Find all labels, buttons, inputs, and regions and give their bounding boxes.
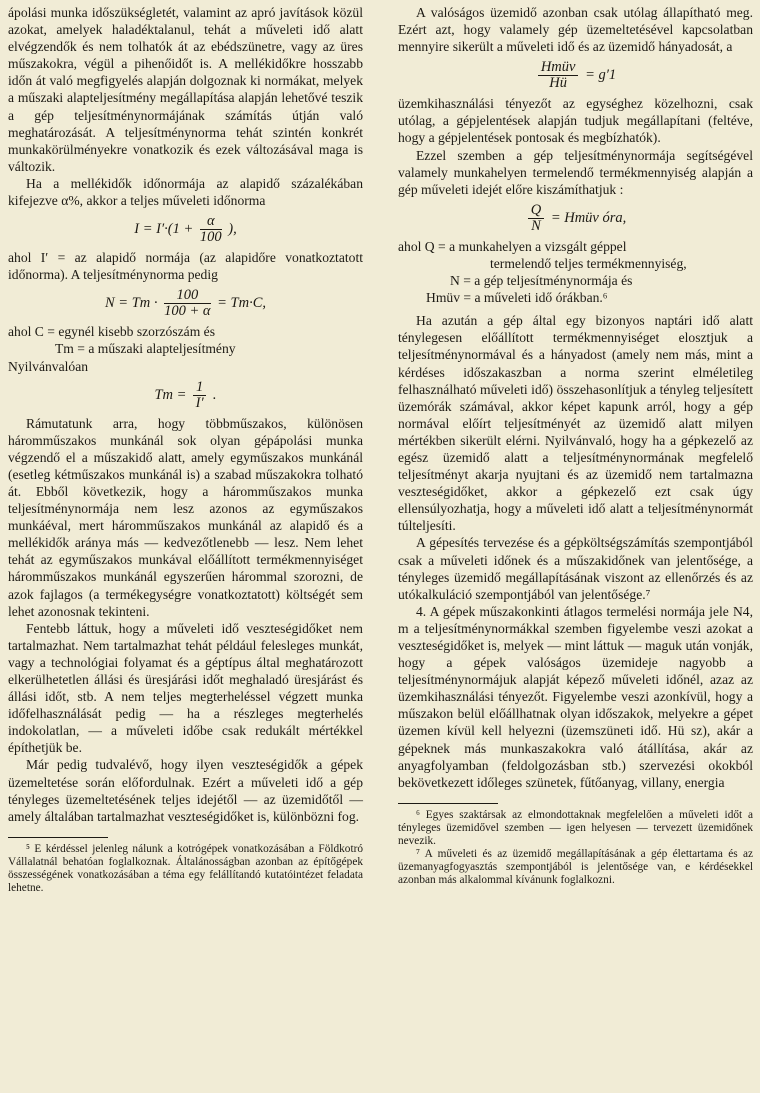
fraction-denominator: I′ [195,394,204,411]
fraction-numerator: Q [528,203,544,219]
fraction-denominator: 100 [199,229,222,246]
equation-total-time [8,214,363,245]
paragraph: ápolási munka időszükségletét, valamint az apró javítások közül azokat, amelyek haladéktalanul, tehát a műveleti idő alatt elvégzendők és nem tolhatók át az ebédszünetre, vagy az üres műszakokra, végül a pihenőidőt is. A mellékidőkre hosszabb időn át való megfigyelés alapján dolgoznak ki normákat, melyek a műszaki alapteljesítmény megállapítása alapján lehetővé teszik a gép teljesítménynormájának számítás útján való meghatározását. A teljesítménynorma tehát szintén konkrét munkakörülményekre vonatkozik és ezek változásával maga is változik. [8,5,363,174]
paragraph: Ha azután a gép által egy bizonyos naptári idő alatt ténylegesen előállított termékmennyiséget elosztjuk a teljesítménynormával és a hányadost (amely nem más, mint a kérdéses időszakaszban a norma szerint elméletileg felhasználható műveleti idő) összehasonlítjuk a tényleg teljesített üzemórák számával, akkor képet kapunk arról, hogy a gép normával előírt teljesítményét az üzemidő alatt milyen mértékben sikerült elérni. Nyilvánvaló, hogy ha a gépkezelő az egész üzemidő alatt a teljesítménynormának megfelelő teljesítményt akarja nyujtani és az üzemidő nem tartalmazna veszteségidőket, akkor a gépkezelő ezt csak úgy ellensúlyozhatja, hogy a műveleti idő alatt a teljesítménynormát túlteljesíti. [398,313,753,534]
equation-operating-time [398,203,753,234]
fraction-denominator: N [531,217,541,234]
fraction-numerator: 1 [193,380,206,396]
equation-part: = g′1 [585,67,617,84]
fraction-numerator: 100 [164,288,210,304]
left-column [8,4,363,895]
footnote: ⁵ E kérdéssel jelenleg nálunk a kotrógépek vonatkozásában a Földkotró Vállalatnál behatóan foglalkoznak. Általánosságban azonban az építőgépek összességének vonatkozásában a téma egy felállítandó kutatóintézet feladata lehetne. [8,842,363,895]
equation-part: N = Tm · [104,295,158,312]
right-column [398,4,753,887]
paragraph: Nyilvánvalóan [8,358,89,374]
fraction-denominator: Hü [549,75,567,92]
paragraph: Már pedig tudvalévő, hogy ilyen veszteségidők a gépek üzemeltetése során előfordulnak. Ezért a műveleti idő a gép tényleges üzemeltetésének teljes idejétől — az üzemidőtől — amely általában tartalmazhat veszteségidőket is, különbözni fog. [8,757,363,824]
definition-line: Tm = a műszaki alapteljesítmény [55,341,236,357]
equation-part: = Hmüv óra, [550,209,627,226]
section-paragraph: 4. A gépek műszakonkinti átlagos termelési normája jele N4, m a teljesítménynormákkal szemben figyelembe veszi azokat a veszteségidőket is, melyek — mint láttuk — maguk után vonják, hogy a gépek valóságos üzemideje nagyobb a teljesítménynormájuk alapját képező műveleti időnél, azaz az üzemkihasználási tényezőt. Figyelembe veszi azonkívül, hogy a műszakon belül előállhatnak olyan időszakok, melyekre a gépet üzemen kívül kell helyezni (üzemszüneti idő. Hü sz), akár a gépeknek más munkaszakokra való átállítása, akár az anyagfolyamban (feldolgozásban stb.) szervezési okokból bekövetkezett időleges szünetek, fűtőanyag, villany, energia [398,603,753,790]
fraction [193,380,206,411]
fraction [200,214,222,245]
paragraph: üzemkihasználási tényezőt az egységhez közelhozni, csak utólag, a gépjelentések alapján tudjuk megállapítani (feltéve, hogy a gépjelentések pontosak és megbízhatók). [398,96,753,146]
equation-performance-norm [8,288,363,319]
fraction [528,203,544,234]
definition-line: ahol C = egynél kisebb szorzószám és [8,324,215,340]
fraction [538,60,579,91]
fraction-numerator: α [200,214,222,230]
equation-part: I = I′·(1 + [134,220,194,237]
paragraph: ahol I′ = az alapidő normája (az alapidőre vonatkoztatott időnorma). A teljesítménynorma pedig [8,250,363,283]
paragraph: Rámutatunk arra, hogy többműszakos, különösen háromműszakos munkánál sok olyan gépápolási munka végzendő el a műszakidő alatt, amely egyműszakos munkánál (esetleg kétműszakos munkánál is) a szabad műszakokra tolható át. Ebből következik, hogy a háromműszakos munka teljesítménynormája nem lesz azonos az egyműszakos munkáéval, mert háromműszakos munkánál az alapidő és a mellékidők aránya más — kedvezőtlenebb — lesz. Nem lehet tehát az egyműszakos munkával előállított termékmennyiséget háromműszakos munkánál egyszerűen hárommal szorozni, de azok fajlagos (a termékegységre vonatkoztatott) költségét sem lehet azonosnak tekinteni. [8,415,363,619]
equation-part: ), [228,220,237,237]
definition-line: ahol Q = a munkahelyen a vizsgált géppel [398,238,627,254]
equation-base-performance [8,380,363,411]
paragraph: Ha a mellékidők időnormája az alapidő százalékában kifejezve α%, akkor a teljes műveleti időnorma [8,175,363,209]
footnote-divider [398,803,498,804]
definition-line: termelendő teljes termékmennyiség, [490,255,687,271]
footnote: ⁷ A műveleti és az üzemidő megállapításának a gép élettartama és az üzemanyagfogyasztás szempontjából is jelentősége van, e kérdésekkel azonban más alkalommal kívánunk foglalkozni. [398,848,753,887]
fraction [164,288,210,319]
fraction-denominator: 100 + α [164,303,211,320]
equation-part: = Tm·C, [217,295,267,312]
footnote: ⁶ Egyes szaktársak az elmondottaknak megfelelően a műveleti időt a tényleges üzemidővel szemben — igen helyesen — tervezett üzemidőnek nevezik. [398,808,753,848]
paragraph: Fentebb láttuk, hogy a műveleti idő veszteségidőket nem tartalmazhat. Nem tartalmazhat tehát például felesleges munkát, vagy a technológiai folyamat és a géptípus által meghatározott elkerülhetetlen állási és üresjárási időt meghaladó üresjárást és állási időt, stb. A nem teljes megterheléssel végzett munka időfelhasználását pedig — ha a részleges megterhelés indokolatlan, — a műveleti időbe csak redukált mértékkel építhetjük be. [8,620,363,756]
equation-part: Tm = [154,386,187,403]
equation-utilization-factor [398,60,753,91]
footnote-divider [8,837,108,838]
definition-line: N = a gép teljesítménynormája és [450,273,633,289]
definition-line: Hmüv = a műveleti idő órákban.⁶ [426,290,608,306]
equation-part: . [212,386,217,403]
paragraph: A valóságos üzemidő azonban csak utólag állapítható meg. Ezért azt, hogy valamely gép üzemeltetésével kapcsolatban mennyire sikerült a műveleti idő és az üzemidő hányadosát, a [398,5,753,55]
paragraph: A gépesítés tervezése és a gépköltségszámítás szempontjából csak a műveleti időnek és a műszakidőnek van jelentősége, a tényleges üzemidő megállapításának viszont az ellenőrzés és az utókalkuláció szempontjából van jelentősége.⁷ [398,535,753,602]
paragraph: Ezzel szemben a gép teljesítménynormája segítségével valamely munkahelyen termelendő termékmennyiség alapján a gép műveleti idejét előre kiszámíthatjuk : [398,147,753,197]
fraction-numerator: Hmüv [538,60,579,76]
